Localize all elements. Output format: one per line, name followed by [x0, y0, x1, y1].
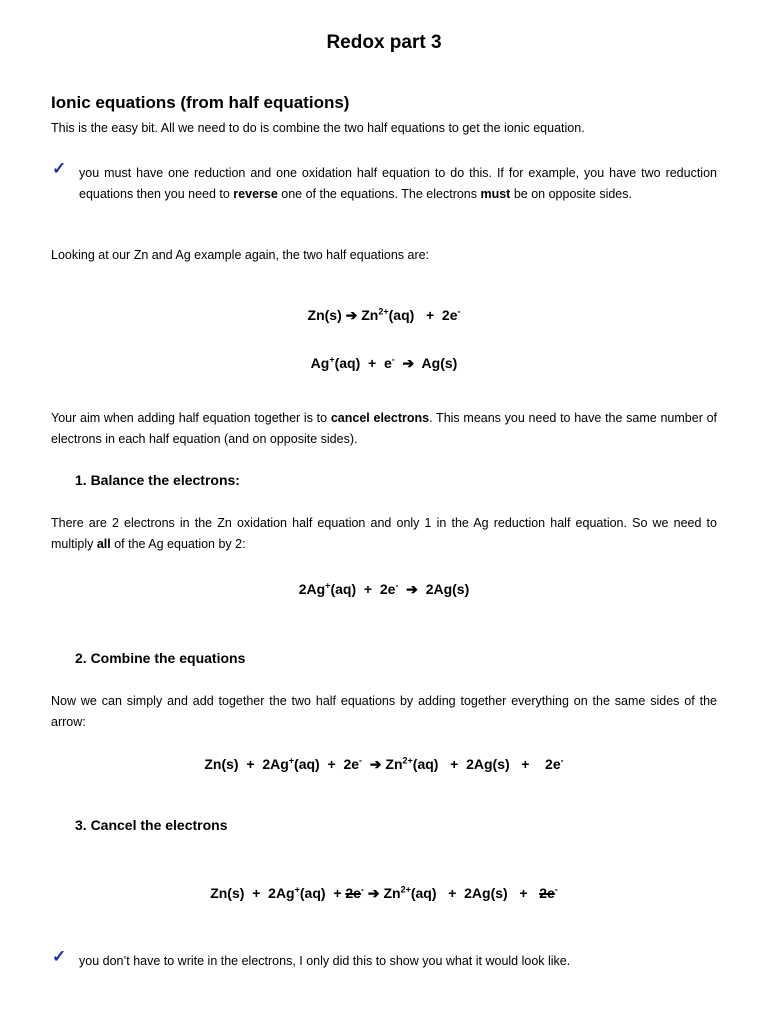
arrow-icon: ➔ [362, 756, 382, 772]
arrow-icon: ➔ [345, 307, 358, 323]
cancelled-electrons: 2e [539, 885, 555, 901]
note-paragraph: you must have one reduction and one oxidation half equation to do this. If for example, you have two reduction equations then you need to reverse one of the equations. The electrons must be on opposite sides. [79, 166, 717, 201]
cancelled-equation: Zn(s) + 2Ag+(aq) + 2e- ➔ $Zn^{2+}(aq) + 2Ag(s) + 2e^-$ [210, 884, 558, 901]
page-title: Redox part 3 [326, 32, 442, 53]
checkmark-icon: ✓ [52, 159, 67, 178]
aim-paragraph: Your aim when adding half equation together is to cancel electrons. This means you need to have the same number of electrons in each half equation (and on opposite sides). [51, 411, 718, 446]
intro-paragraph: This is the easy bit. All we need to do is combine the two half equations to get the ionic equation. [51, 121, 585, 135]
combine-paragraph: Now we can simply and add together the two half equations by adding together everything on the same sides of the arrow: [51, 694, 717, 729]
arrow-icon: ➔ [398, 581, 418, 597]
step-combine-heading: 2. Combine the equations [75, 650, 246, 666]
arrow-icon: ➔ [394, 355, 415, 371]
balance-paragraph: There are 2 electrons in the Zn oxidation half equation and only 1 in the Ag reduction half equation. So we need to multiply all of the Ag equation by 2: [51, 516, 717, 551]
checkmark-icon: ✓ [52, 947, 67, 966]
balanced-equation: 2Ag+(aq) + 2e- ➔ 2Ag(s) [298, 580, 470, 597]
half-equation-ag: Ag+(aq) + e- ➔ Ag(s) [310, 354, 458, 371]
final-note: you don’t have to write in the electrons, I only did this to show you what it would look like. [79, 954, 571, 968]
section-heading: Ionic equations (from half equations) [51, 93, 350, 112]
looking-paragraph: Looking at our Zn and Ag example again, the two half equations are: [51, 248, 430, 262]
step-balance-heading: 1. Balance the electrons: [75, 472, 240, 488]
half-equation-zn: Zn(s) ➔ $Zn^{2+}(aq) + 2e^-$ [307, 306, 461, 323]
arrow-icon: ➔ [363, 885, 380, 901]
cancelled-electrons: 2e [345, 885, 361, 901]
step-cancel-heading: 3. Cancel the electrons [75, 817, 228, 833]
combined-equation: Zn(s) + 2Ag+(aq) + 2e- ➔ $Zn^{2+}(aq) + 2Ag(s)$ + 2e- [204, 755, 564, 772]
